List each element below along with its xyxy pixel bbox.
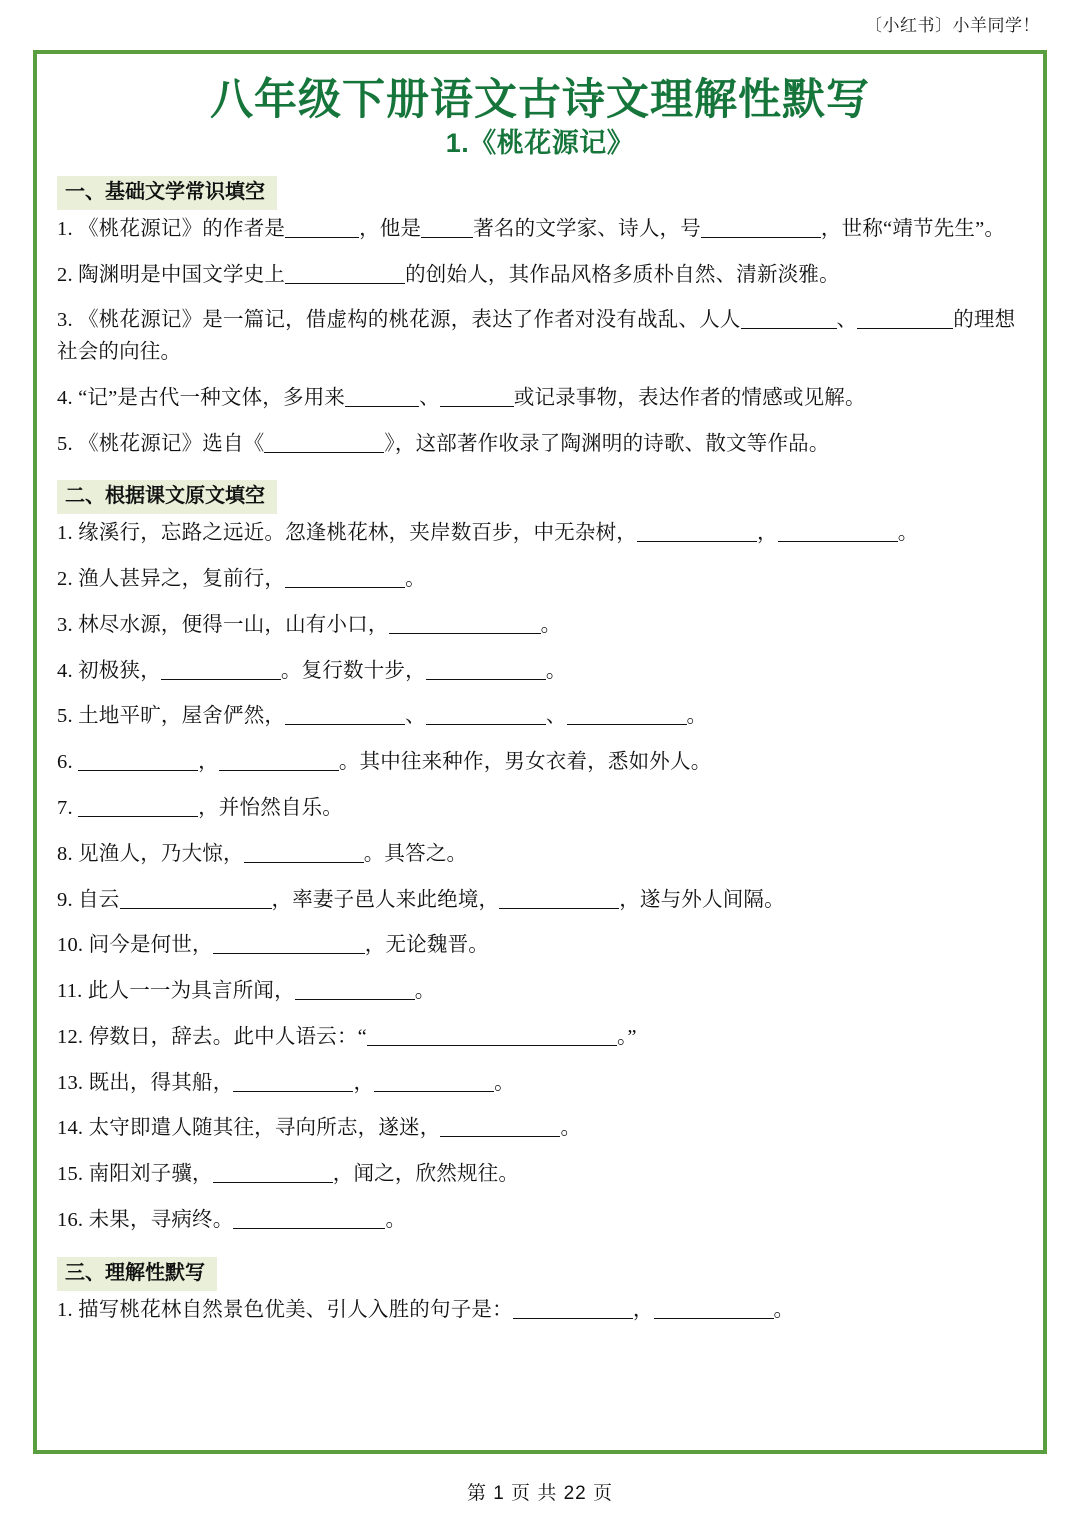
answer-blank[interactable] [78,796,198,818]
question-number: 12. [57,1025,89,1048]
question-text: ， [632,1298,654,1321]
question-text: 初极狭， [78,659,161,682]
answer-blank[interactable] [741,308,837,330]
section-heading: 三、理解性默写 [57,1257,217,1291]
answer-blank[interactable] [78,750,198,772]
question-text: 土地平旷，屋舍俨然， [78,705,286,728]
answer-blank[interactable] [233,1070,353,1092]
question-text: 停数日，辞去。此中人语云：“ [88,1025,367,1048]
question-text: 陶渊明是中国文学史上 [78,263,286,286]
question-text: 。 [494,1071,515,1094]
question-number: 11. [57,980,88,1003]
question-text: 见渔人，乃大惊， [78,842,244,865]
question-number: 2. [57,568,79,591]
question-text: 、 [836,309,858,332]
sections-container [57,170,1023,1327]
question-text: “记”是古代一种文体，多用来 [78,386,346,409]
question-number: 3. [57,309,79,332]
question-text: 南阳刘子骥， [88,1163,213,1186]
question-text: 未果，寻病终。 [88,1208,234,1231]
question-number: 5. [57,705,79,728]
question-text: 。 [686,705,708,728]
answer-blank[interactable] [367,1024,617,1046]
question-item [57,1205,1023,1237]
question-text: 。 [545,659,567,682]
answer-blank[interactable] [857,308,953,330]
question-text: 或记录事物，表达作者的情感或见解。 [513,386,866,409]
question-number: 2. [57,263,79,286]
question-text: 缘溪行，忘路之远近。忽逢桃花林，夹岸数百步，中无杂树， [78,522,638,545]
question-text: 。复行数十步， [280,659,426,682]
question-text: 。具答之。 [363,842,468,865]
answer-blank[interactable] [264,431,384,453]
section-1 [57,170,1023,461]
question-item [57,1068,1023,1100]
question-item [57,701,1023,733]
question-text: ，世称“靖节先生”。 [820,217,1006,240]
question-text: 、 [545,705,567,728]
question-text: 、 [405,705,426,728]
question-item [57,656,1023,688]
answer-blank[interactable] [285,567,405,589]
question-item [57,747,1023,779]
question-text: 。其中往来种作，男女衣着，悉如外人。 [338,751,712,774]
question-text: 的理想社会的向往。 [57,309,1016,364]
question-number: 6. [57,751,79,774]
question-text: ，并怡然自乐。 [198,797,344,820]
watermark-text: 〔小红书〕小羊同学！ [865,15,1040,35]
question-item [57,1022,1023,1054]
document-page-frame [33,50,1047,1454]
question-text: 的创始人，其作品风格多质朴自然、清新淡雅。 [405,263,840,286]
answer-blank[interactable] [389,612,541,634]
question-item [57,1295,1023,1327]
answer-blank[interactable] [374,1070,494,1092]
question-text: 。 [897,522,919,545]
question-number: 10. [57,934,89,957]
answer-blank[interactable] [778,521,898,543]
question-text: 。 [773,1298,795,1321]
question-item [57,564,1023,596]
question-number: 13. [57,1071,89,1094]
question-item [57,214,1023,246]
section-heading: 二、根据课文原文填空 [57,480,277,514]
question-text: 。 [560,1117,582,1140]
question-number: 16. [57,1208,89,1231]
question-number: 4. [57,659,79,682]
answer-blank[interactable] [120,887,272,909]
question-text: 《桃花源记》的作者是 [78,217,286,240]
answer-blank[interactable] [426,704,546,726]
answer-blank[interactable] [213,1162,333,1184]
answer-blank[interactable] [426,658,546,680]
question-text: 著名的文学家、诗人，号 [473,217,701,240]
answer-blank[interactable] [285,216,359,238]
question-item [57,839,1023,871]
question-text: 。 [385,1208,407,1231]
question-number: 9. [57,888,79,911]
answer-blank[interactable] [233,1207,385,1229]
question-item [57,429,1023,461]
answer-blank[interactable] [213,933,365,955]
question-number: 14. [57,1117,89,1140]
question-text: 既出，得其船， [88,1071,234,1094]
page-subtitle: 1.《桃花源记》 [445,128,635,159]
question-number: 1. [57,217,79,240]
answer-blank[interactable] [637,521,757,543]
question-text: 。 [405,568,426,591]
question-number: 8. [57,842,79,865]
answer-blank[interactable] [567,704,687,726]
question-item [57,518,1023,550]
question-text: ， [757,522,778,545]
question-item [57,1113,1023,1145]
section-heading: 一、基础文学常识填空 [57,176,277,210]
question-text: ，闻之，欣然规往。 [332,1163,520,1186]
question-text: 太守即遣人随其往，寻向所志，遂迷， [88,1117,441,1140]
answer-blank[interactable] [345,385,419,407]
question-item [57,1159,1023,1191]
question-number: 5. [57,432,79,455]
answer-blank[interactable] [701,216,821,238]
question-item [57,260,1023,292]
answer-blank[interactable] [161,658,281,680]
question-item [57,885,1023,917]
question-item [57,930,1023,962]
question-text: 自云 [78,888,120,911]
question-item [57,383,1023,415]
question-text: 渔人甚异之，复前行， [78,568,286,591]
question-item [57,793,1023,825]
question-text: 《桃花源记》选自《 [78,432,265,455]
running-header [0,0,1080,46]
answer-blank[interactable] [219,750,339,772]
answer-blank[interactable] [654,1297,774,1319]
question-text: 。 [414,980,436,1003]
question-number: 1. [57,522,79,545]
question-text: ， [198,751,219,774]
answer-blank[interactable] [295,979,415,1001]
section-3 [57,1251,1023,1327]
section-2 [57,474,1023,1236]
question-text: 问今是何世， [88,934,213,957]
question-item [57,305,1023,369]
question-text: 林尽水源，便得一山，山有小口， [78,613,389,636]
answer-blank[interactable] [285,704,405,726]
answer-blank[interactable] [440,385,514,407]
question-text: 、 [419,386,440,409]
question-number: 3. [57,613,79,636]
question-text: 描写桃花林自然景色优美、引人入胜的句子是： [78,1298,513,1321]
question-item [57,610,1023,642]
question-number: 15. [57,1163,89,1186]
answer-blank[interactable] [513,1297,633,1319]
question-number: 4. [57,386,79,409]
question-number: 7. [57,797,79,820]
question-text: ，无论魏晋。 [364,934,489,957]
question-text: ，遂与外人间隔。 [619,888,785,911]
question-text: 《桃花源记》是一篇记，借虚构的桃花源，表达了作者对没有战乱、人人 [78,309,741,332]
question-number: 1. [57,1298,79,1321]
question-text: ，率妻子邑人来此绝境， [271,888,500,911]
page-title: 八年级下册语文古诗文理解性默写 [210,76,870,124]
page-footer [0,1478,1080,1505]
question-text: ，他是 [359,217,422,240]
answer-blank[interactable] [499,887,619,909]
question-item [57,976,1023,1008]
answer-blank[interactable] [285,262,405,284]
page-number-label: 第 1 页 共 22 页 [466,1483,614,1504]
question-text: 》，这部著作收录了陶渊明的诗歌、散文等作品。 [384,432,830,455]
answer-blank[interactable] [244,841,364,863]
question-text: 。” [616,1025,637,1048]
question-text: ， [353,1071,375,1094]
answer-blank[interactable] [421,216,473,238]
question-text: 。 [540,613,562,636]
question-text: 此人一一为具言所闻， [87,980,295,1003]
answer-blank[interactable] [440,1116,560,1138]
